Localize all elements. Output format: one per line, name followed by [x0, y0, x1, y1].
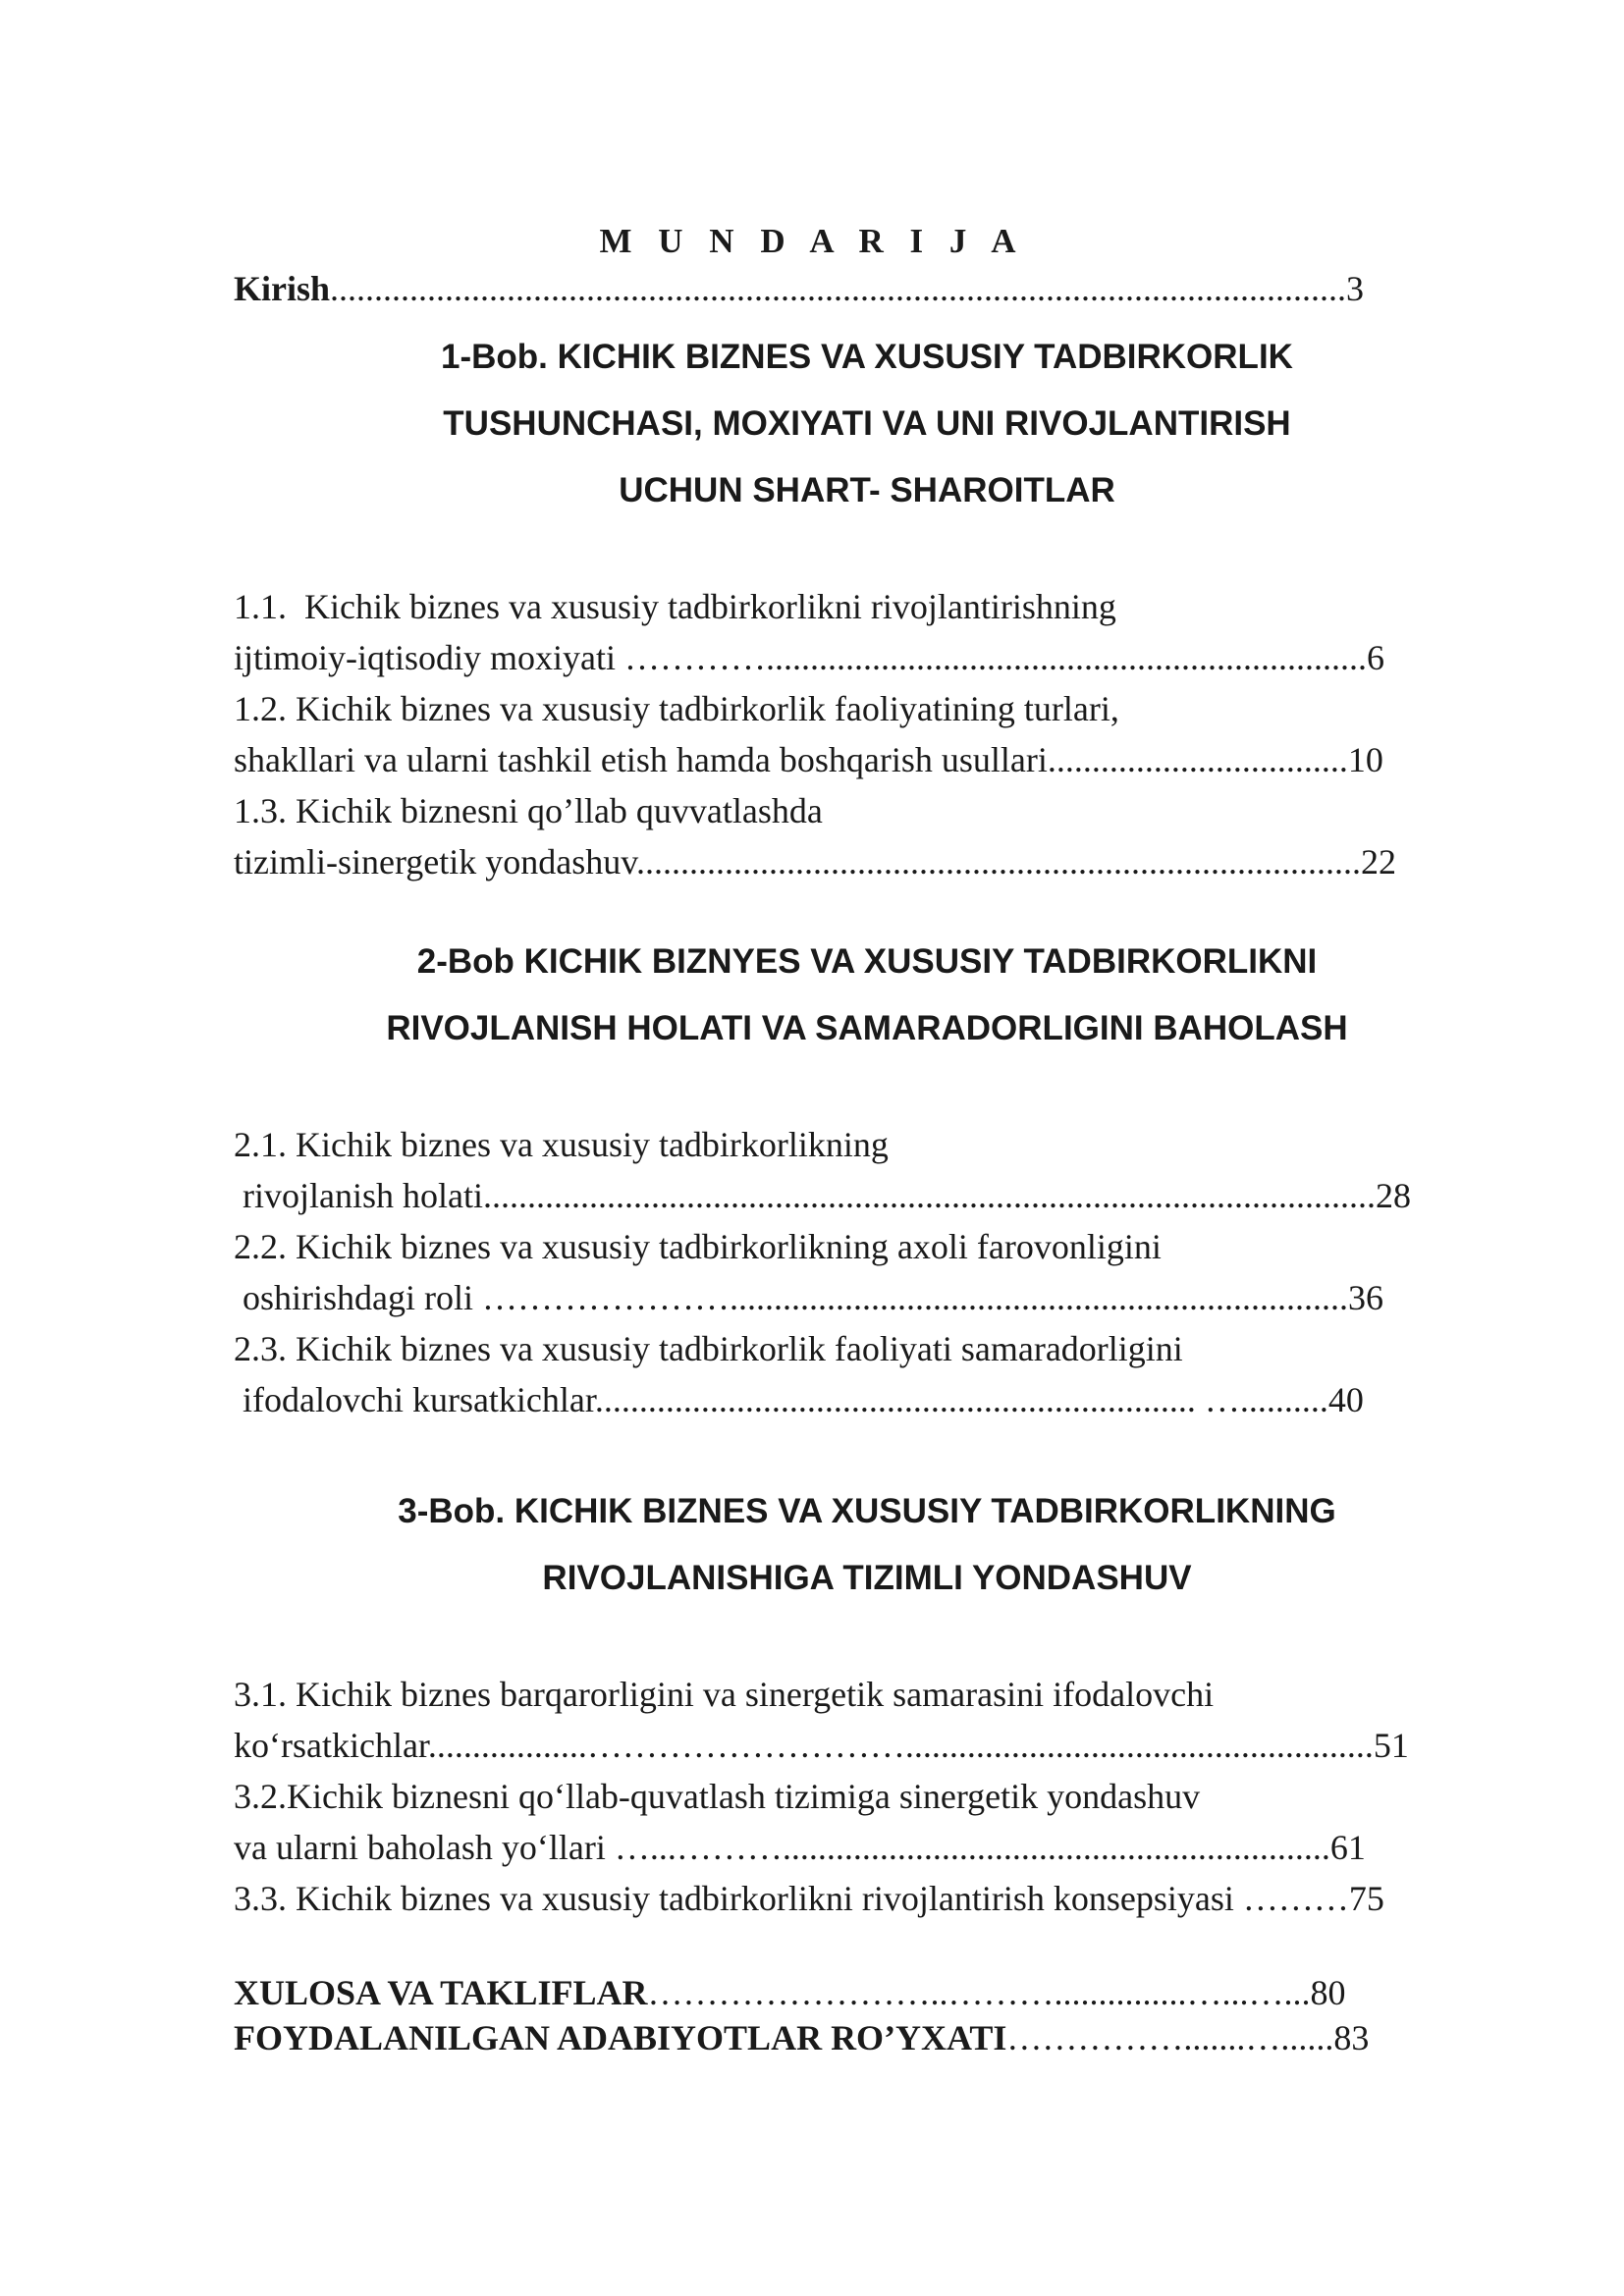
- toc-entry-2-2-line-2: oshirishdagi roli …………………......................................................................36: [234, 1278, 1383, 1317]
- toc-entry-label: XULOSA VA TAKLIFLAR: [234, 1973, 648, 2012]
- toc-entry-2-3-line-2: ifodalovchi kursatkichlar.................................................................... …..........40: [234, 1380, 1364, 1419]
- toc-entry-1-2-line-2: shakllari va ularni tashkil etish hamda boshqarish usullari..................................10: [234, 740, 1383, 779]
- toc-entry-1-1-line-1: 1.1. Kichik biznes va xususiy tadbirkorlikni rivojlantirishning: [234, 587, 1116, 626]
- toc-entry-3-2-line-1: 3.2.Kichik biznesni qo‘llab-quvatlash tizimiga sinergetik yondashuv: [234, 1777, 1201, 1816]
- toc-entry-label: FOYDALANILGAN ADABIYOTLAR RO’YXATI: [234, 2018, 1007, 2057]
- chapter-2-heading-line-1: 2-Bob KICHIK BIZNYES VA XUSUSIY TADBIRKORLIKNI: [416, 942, 1318, 981]
- toc-entry-2-2-line-1: 2.2. Kichik biznes va xususiy tadbirkorlikning axoli farovonligini: [234, 1227, 1162, 1266]
- chapter-2-heading-line-2: RIVOJLANISH HOLATI VA SAMARADORLIGINI BAHOLASH: [386, 1009, 1348, 1047]
- toc-entry-3-2-line-2: va ularni baholash yo‘llari …...………..............................................................61: [234, 1828, 1366, 1867]
- chapter-1-heading-line-1: 1-Bob. KICHIK BIZNES VA XUSUSIY TADBIRKORLIK: [441, 338, 1293, 376]
- toc-entry-2-3-line-1: 2.3. Kichik biznes va xususiy tadbirkorlik faoliyati samaradorligini: [234, 1329, 1183, 1368]
- chapter-3-heading-line-2: RIVOJLANISHIGA TIZIMLI YONDASHUV: [542, 1559, 1192, 1597]
- page-title: M U N D A R I J A: [599, 222, 1025, 260]
- toc-entry-leader: ……………………..………...............…...…...80: [647, 1973, 1346, 2012]
- toc-entry-3-1-line-1: 3.1. Kichik biznes barqarorligini va sinergetik samarasini ifodalovchi: [234, 1675, 1215, 1714]
- toc-entry-label: Kirish: [234, 269, 331, 308]
- chapter-1-heading-line-2: TUSHUNCHASI, MOXIYATI VA UNI RIVOJLANTIRISH: [443, 404, 1291, 443]
- toc-entry-3-1-line-2: ko‘rsatkichlar..................……………………….....................................................51: [234, 1726, 1409, 1765]
- toc-entry-1-3-line-1: 1.3. Kichik biznesni qo’llab quvvatlashda: [234, 791, 823, 830]
- toc-entry-3-3: 3.3. Kichik biznes va xususiy tadbirkorlikni rivojlantirish konsepsiyasi ………75: [234, 1879, 1384, 1918]
- toc-entry-1-3-line-2: tizimli-sinergetik yondashuv..................................................................................22: [234, 842, 1396, 881]
- chapter-1-heading-line-3: UCHUN SHART- SHAROITLAR: [619, 471, 1115, 509]
- toc-entry-conclusion: [234, 1971, 1345, 2014]
- toc-entry-leader: …………….......…......83: [1006, 2018, 1370, 2057]
- toc-entry-leader: ...................................................................................................................3: [330, 269, 1365, 308]
- toc-entry-1-1-line-2: ijtimoiy-iqtisodiy moxiyati …………....................................................................6: [234, 638, 1385, 677]
- toc-entry-2-1-line-2: rivojlanish holati.....................................................................................................28: [234, 1176, 1411, 1215]
- toc-entry-1-2-line-1: 1.2. Kichik biznes va xususiy tadbirkorlik faoliyatining turlari,: [234, 689, 1119, 728]
- toc-entry-references: [234, 2016, 1369, 2059]
- chapter-3-heading-line-1: 3-Bob. KICHIK BIZNES VA XUSUSIY TADBIRKORLIKNING: [398, 1492, 1336, 1530]
- toc-entry-intro: [234, 267, 1364, 310]
- toc-entry-2-1-line-1: 2.1. Kichik biznes va xususiy tadbirkorlikning: [234, 1125, 889, 1164]
